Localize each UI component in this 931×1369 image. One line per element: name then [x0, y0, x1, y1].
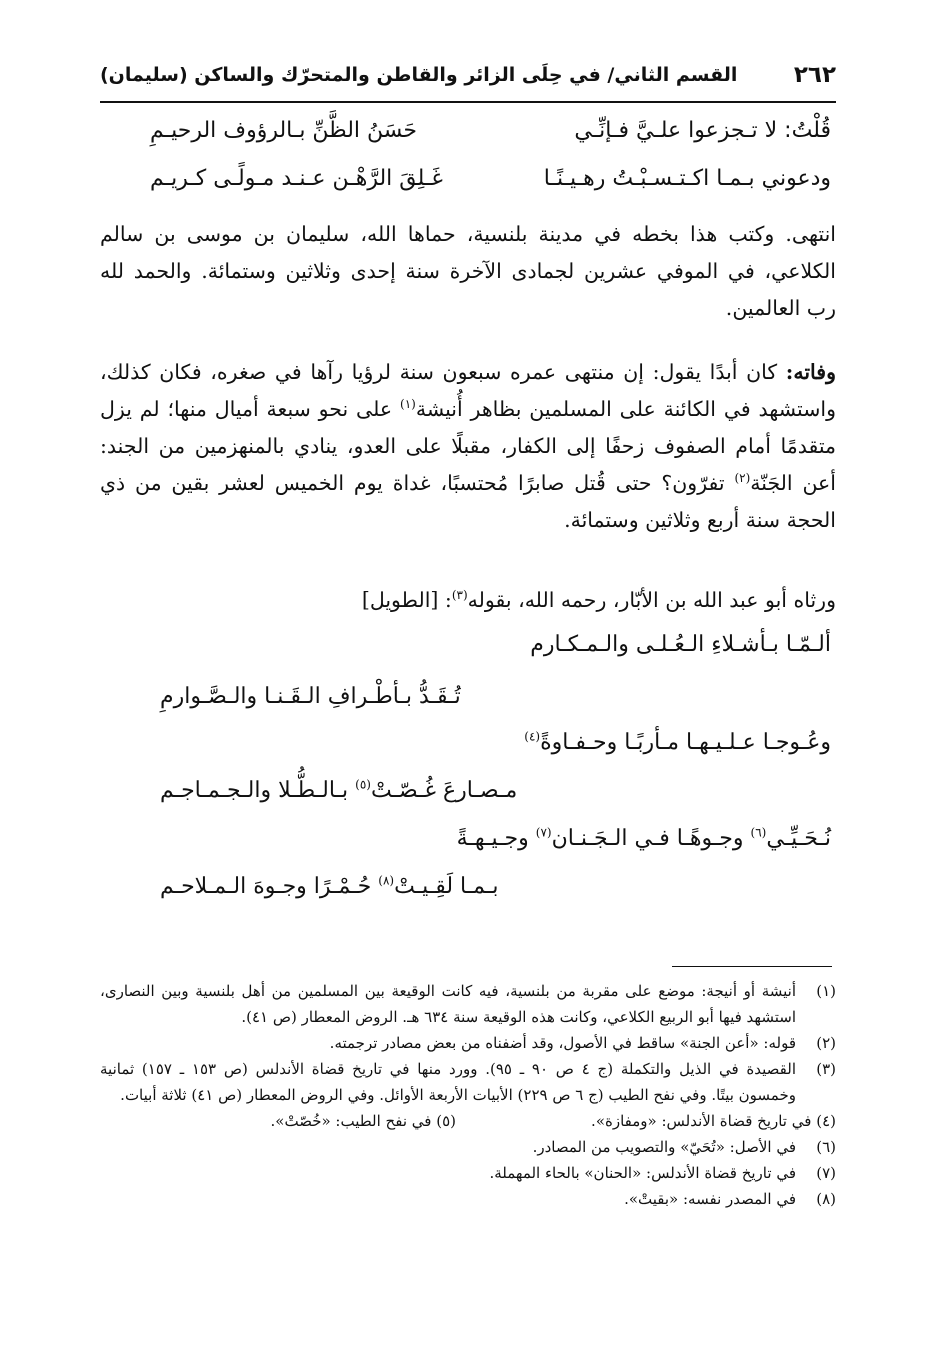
footnote	[591, 1108, 836, 1134]
footnote-text: أنيشة أو أنيجة: موضع على مقربة من بلنسية، فيه كانت الوقيعة بين المسلمين من أهل بلنسية وبين النصارى، استشهد فيها أبو الربيع الكلاعي، وكانت هذه الوقيعة سنة ٦٣٤ هـ. الروض المعطار (ص ٤١).	[100, 982, 796, 1026]
poem-line	[160, 874, 498, 899]
poem-text: تُـقَـدُّ بـأطْـرافِ الـقَـنـا والـصَّـوارمِ	[160, 684, 461, 709]
running-title: القسم الثاني/ في حِلَى الزائر والقاطن والمتحرّك والساكن (سليمان)	[100, 64, 738, 86]
footnote-divider	[672, 966, 832, 967]
footnote	[100, 1056, 836, 1108]
page-number: ٢٦٢	[793, 62, 836, 88]
section-label: وفاته:	[785, 360, 836, 384]
footnote-text: في نفح الطيب: «خُصّتْ».	[270, 1112, 432, 1130]
footnote-ref: (١)	[400, 397, 416, 412]
verse-hemistich-1: ودعوني بـمـا اكـتـسـبْـتُ رهـيـنًـا	[543, 166, 831, 191]
footnote-number: (٧)	[816, 1164, 836, 1182]
footnote	[271, 1108, 456, 1134]
intro-text: ورثاه أبو عبد الله بن الأبّار، رحمه الله، بقوله	[467, 588, 836, 612]
elegy-intro	[100, 582, 836, 619]
footnote	[100, 1160, 836, 1186]
footnote	[100, 1134, 836, 1160]
poem-line	[530, 632, 831, 657]
footnote-ref: (٦)	[750, 825, 767, 840]
poem-text: ألـمّـا بـأشـلاءِ الـعُـلـى والـمـكـارم	[530, 632, 831, 657]
footnote-number: (٨)	[816, 1190, 836, 1208]
footnote-ref: (٢)	[734, 471, 751, 486]
meter-label: : [الطويل]	[361, 588, 452, 612]
colophon-paragraph: انتهى. وكتب هذا بخطه في مدينة بلنسية، حماها الله، سليمان بن موسى بن سالم الكلاعي، في الموفي عشرين لجمادى الآخرة سنة إحدى وثلاثين وستمائة. والحمد لله رب العالمين.	[100, 222, 836, 320]
verse-hemistich-2: غَـلِقَ الرَّهْـن عـنـد مـولًـى كـريـم	[150, 166, 443, 191]
footnote	[100, 1186, 836, 1212]
footnote-number: (٦)	[816, 1138, 836, 1156]
poem-text: بـالـطُّـلا والـجـمـاجـم	[160, 778, 356, 803]
poem-text: حُـمْـرًا وجـوهَ الـمـلاحـم	[160, 874, 379, 899]
poem-line	[160, 684, 461, 709]
footnote-text: القصيدة في الذيل والتكملة (ج ٤ ص ٩٠ ـ ٩٥). وورد منها في تاريخ قضاة الأندلس (ص ١٥٣ ـ ١٥٧) ثمانية وخمسون بيتًا. وفي نفح الطيب (ج ٦ ص ٢٢٩) الأبيات الأربعة الأوائل. وفي الروض المعطار (ص ٤١) ثلاثة أبيات.	[100, 1060, 797, 1104]
footnote-number: (٢)	[816, 1034, 836, 1052]
poem-text: بـمـا لَقِـيـتْ	[394, 874, 499, 899]
footnote-ref: (٣)	[451, 588, 468, 603]
poem-text: وجـوهًـا فـي الـجَـنـان	[551, 826, 751, 851]
footnote-text: قوله: «أعن الجنة» ساقط في الأصول، وقد أضفناه من بعض مصادر ترجمته.	[329, 1034, 796, 1052]
footnote-number: (٥)	[436, 1112, 456, 1130]
verse-hemistich-2: حَسَنُ الظَّنِّ بـالرؤوف الرحيـمِ	[150, 118, 418, 143]
footnote-text: في الأصل: «تُحَيّ» والتصويب من المصادر.	[532, 1138, 796, 1156]
paragraph-text: تفرّون؟ حتى قُتل صابرًا مُحتسبًا، غداة يوم الخميس لعشر بقين من ذي الحجة سنة أربع وثلاثين وستمائة.	[100, 471, 836, 532]
poem-line	[457, 826, 831, 851]
poem-text: وجـيـهـةً	[456, 826, 536, 851]
paragraph-text: كان أبدًا يقول: إن منتهى عمره سبعون سنة لرؤيا رآها في صغره، فكان كذلك، واستشهد في الكائنة على المسلمين بظاهر أُنيشة	[100, 360, 836, 421]
footnote-number: (٤)	[816, 1112, 836, 1130]
footnote-ref: (٥)	[355, 777, 371, 792]
footnote	[100, 1030, 836, 1056]
verse-hemistich-1: قُلْتُ: لا تـجزعوا علـيَّ فـإنِّـي	[574, 118, 831, 143]
poem-text: وعُـوجـا عـلـيـهـا مـأربًـا وحـفـاوةً	[540, 730, 831, 755]
footnote-text: في المصدر نفسه: «بقيتْ».	[624, 1190, 796, 1208]
footnote-ref: (٤)	[524, 729, 541, 744]
footnote-text: في تاريخ قضاة الأندلس: «ومفازة».	[591, 1112, 812, 1130]
header-divider	[100, 101, 836, 103]
footnote	[100, 978, 836, 1030]
footnote-ref: (٧)	[535, 825, 552, 840]
poem-line	[160, 778, 517, 803]
footnote-number: (٣)	[816, 1060, 836, 1078]
poem-line	[524, 730, 831, 755]
paragraph-text: على نحو سبعة أميال منها؛ لم يزل متقدمًا أمام الصفوف زحفًا إلى الكفار، مقبلًا على العدو، ينادي بالمنهزمين من الجند: أعن الجَنّة	[100, 397, 836, 495]
footnotes	[100, 978, 836, 1212]
footnote-text: في تاريخ قضاة الأندلس: «الحنان» بالحاء المهملة.	[489, 1164, 796, 1182]
verse-row	[150, 118, 831, 162]
poem-text: نُـحَـيِّـي	[766, 826, 831, 851]
death-paragraph	[100, 354, 836, 539]
page-header	[100, 58, 836, 98]
footnote-ref: (٨)	[378, 873, 395, 888]
footnote-pair	[100, 1108, 836, 1134]
poem-text: مـصـارعَ غُـصّـتْ	[370, 778, 518, 803]
verse-row	[150, 166, 831, 210]
footnote-number: (١)	[816, 982, 836, 1000]
